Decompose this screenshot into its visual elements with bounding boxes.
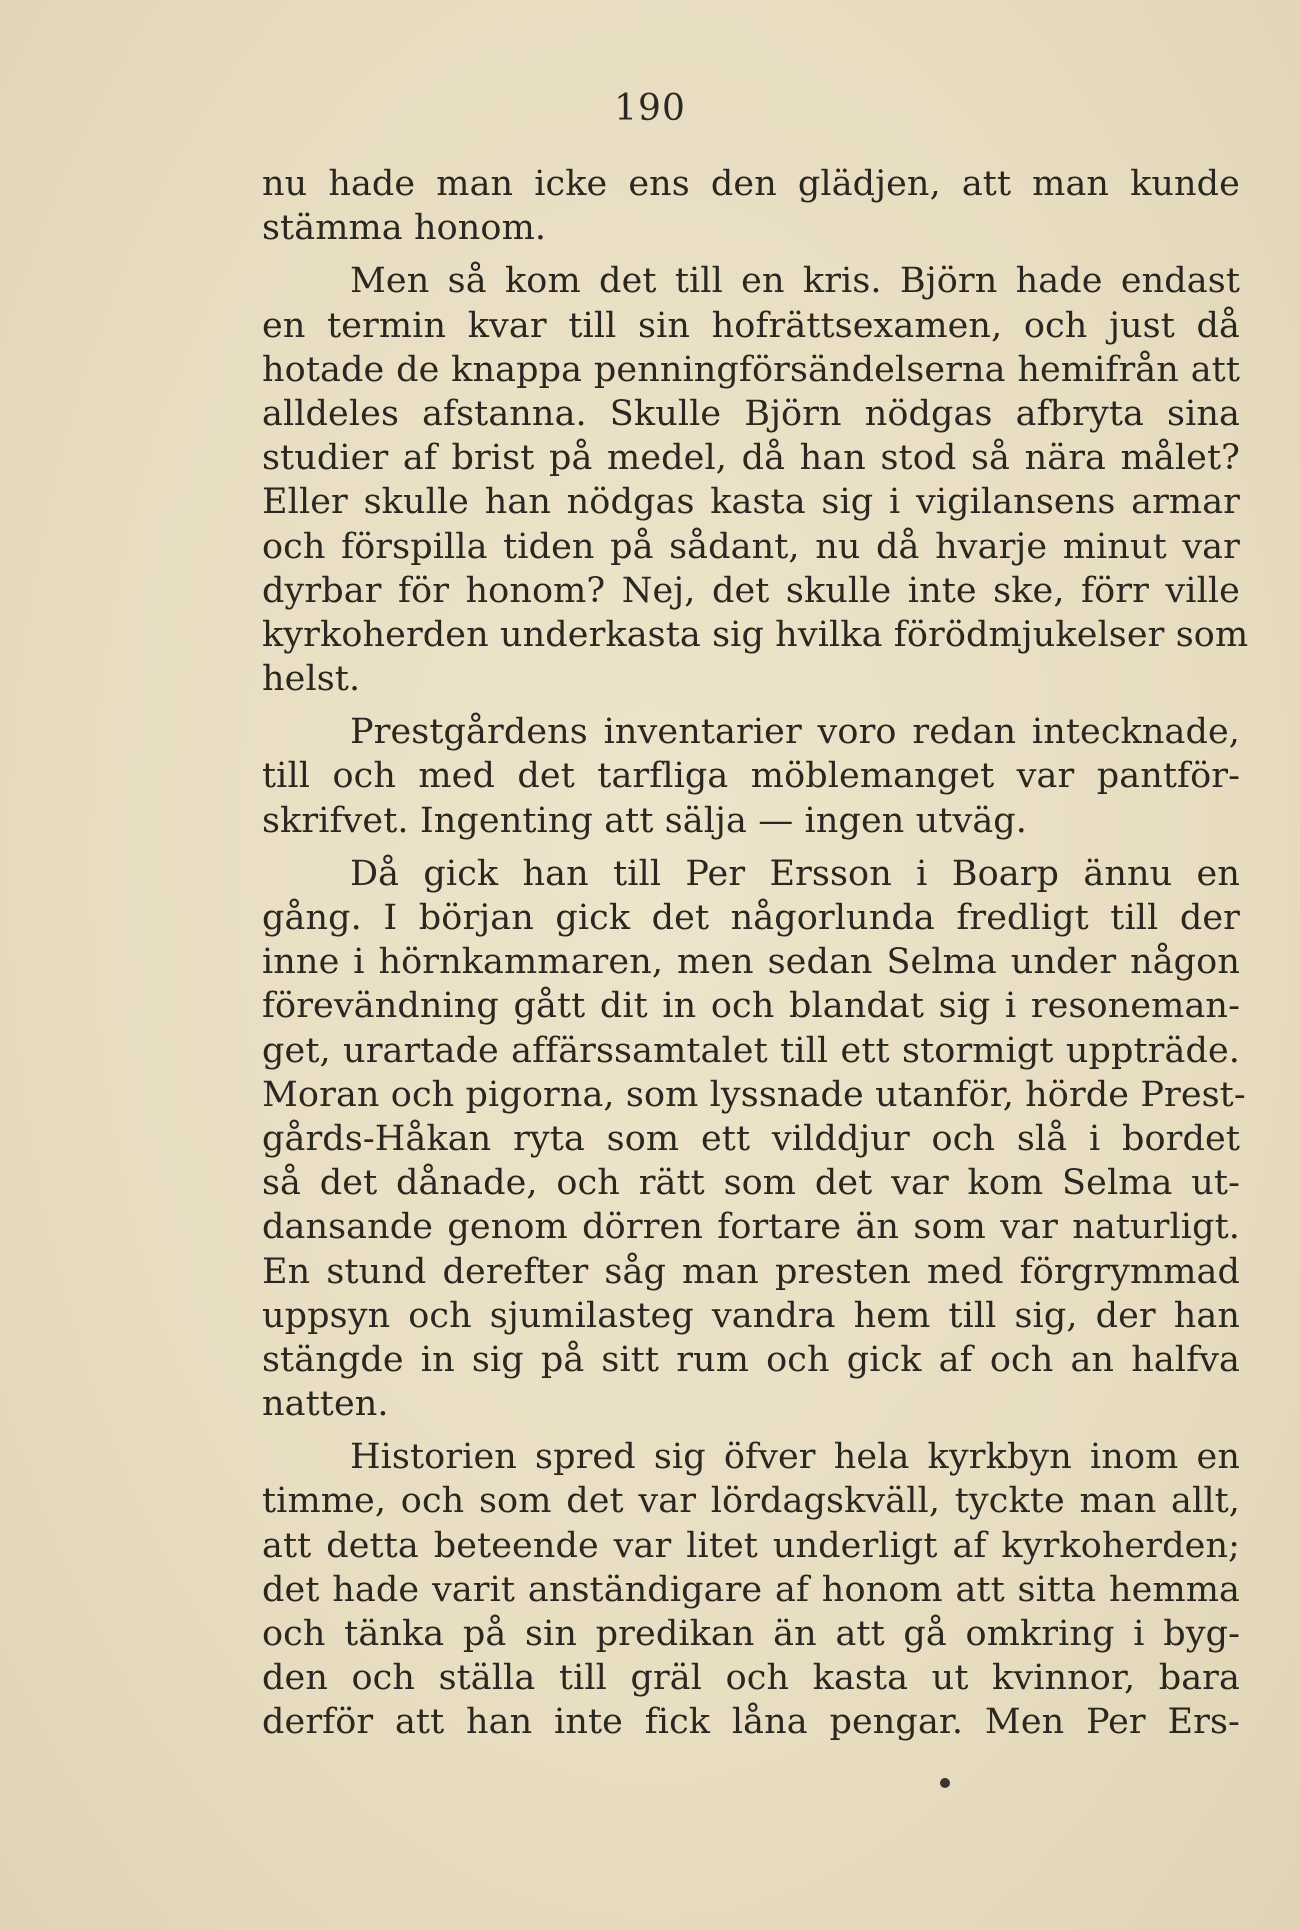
paragraph-gap bbox=[262, 1426, 1240, 1435]
text-line: stämma honom. bbox=[262, 208, 547, 249]
text-line: och förspilla tiden på sådant, nu då hvarje minut var bbox=[262, 526, 1240, 567]
text-line: skrifvet. Ingenting att sälja — ingen utväg. bbox=[262, 800, 1028, 841]
text-line: Prestgårdens inventarier voro redan intecknade, bbox=[350, 712, 1240, 753]
text-line: dyrbar för honom? Nej, det skulle inte ske, förr ville bbox=[262, 570, 1240, 611]
text-line: Historien spred sig öfver hela kyrkbyn inom en bbox=[350, 1437, 1240, 1478]
text-line: förevändning gått dit in och blandat sig i resoneman- bbox=[262, 986, 1240, 1027]
text-line: studier af brist på medel, då han stod så nära målet? bbox=[262, 438, 1240, 479]
text-line: dansande genom dörren fortare än som var naturligt. bbox=[262, 1207, 1240, 1248]
text-line: nu hade man icke ens den glädjen, att man kunde bbox=[262, 164, 1240, 204]
text-line: gårds-Håkan ryta som ett vilddjur och slå i bordet bbox=[262, 1118, 1240, 1159]
text-line: get, urartade affärssamtalet till ett stormigt uppträde. bbox=[262, 1030, 1240, 1071]
paragraph-gap bbox=[262, 701, 1240, 710]
text-line: den och ställa till gräl och kasta ut kvinnor, bara bbox=[262, 1658, 1240, 1699]
text-line: att detta beteende var litet underligt af kyrkoherden; bbox=[262, 1525, 1240, 1566]
text-line: alldeles afstanna. Skulle Björn nödgas afbryta sina bbox=[262, 393, 1240, 434]
text-line: timme, och som det var lördagskväll, tyckte man allt, bbox=[262, 1481, 1240, 1522]
paragraph-gap bbox=[262, 250, 1240, 259]
paragraph-gap bbox=[262, 843, 1240, 852]
text-line: uppsyn och sjumilasteg vandra hem till sig, der han bbox=[262, 1295, 1240, 1336]
text-line: Moran och pigorna, som lyssnade utanför, hörde Prest- bbox=[262, 1074, 1246, 1115]
text-line: stängde in sig på sitt rum och gick af och an halfva bbox=[262, 1339, 1240, 1380]
ink-dot bbox=[940, 1778, 950, 1788]
text-line: så det dånade, och rätt som det var kom Selma ut- bbox=[262, 1163, 1240, 1204]
text-line: Eller skulle han nödgas kasta sig i vigilansens armar bbox=[262, 482, 1240, 523]
text-line: helst. bbox=[262, 659, 361, 700]
text-line: och tänka på sin predikan än att gå omkring i byg- bbox=[262, 1614, 1240, 1654]
text-line: En stund derefter såg man presten med förgrymmad bbox=[262, 1251, 1240, 1292]
text-line: det hade varit anständigare af honom att sitta hemma bbox=[262, 1569, 1240, 1610]
text-line: en termin kvar till sin hofrättsexamen, och just då bbox=[262, 305, 1240, 346]
text-line: Då gick han till Per Ersson i Boarp ännu en bbox=[350, 853, 1240, 894]
text-line: hotade de knappa penningförsändelserna hemifrån att bbox=[262, 349, 1240, 390]
text-line: inne i hörnkammaren, men sedan Selma under någon bbox=[262, 942, 1240, 983]
page-number: 190 bbox=[614, 88, 686, 129]
text-line: gång. I början gick det någorlunda fredligt till der bbox=[262, 898, 1240, 938]
text-line: natten. bbox=[262, 1384, 389, 1425]
text-line: Men så kom det till en kris. Björn hade endast bbox=[350, 261, 1240, 302]
text-line: derför att han inte fick låna pengar. Men Per Ers- bbox=[262, 1702, 1240, 1743]
text-line: kyrkoherden underkasta sig hvilka förödmjukelser som bbox=[262, 614, 1249, 655]
body-text bbox=[262, 162, 1249, 1745]
text-line: till och med det tarfliga möblemanget var pantför- bbox=[262, 756, 1240, 797]
